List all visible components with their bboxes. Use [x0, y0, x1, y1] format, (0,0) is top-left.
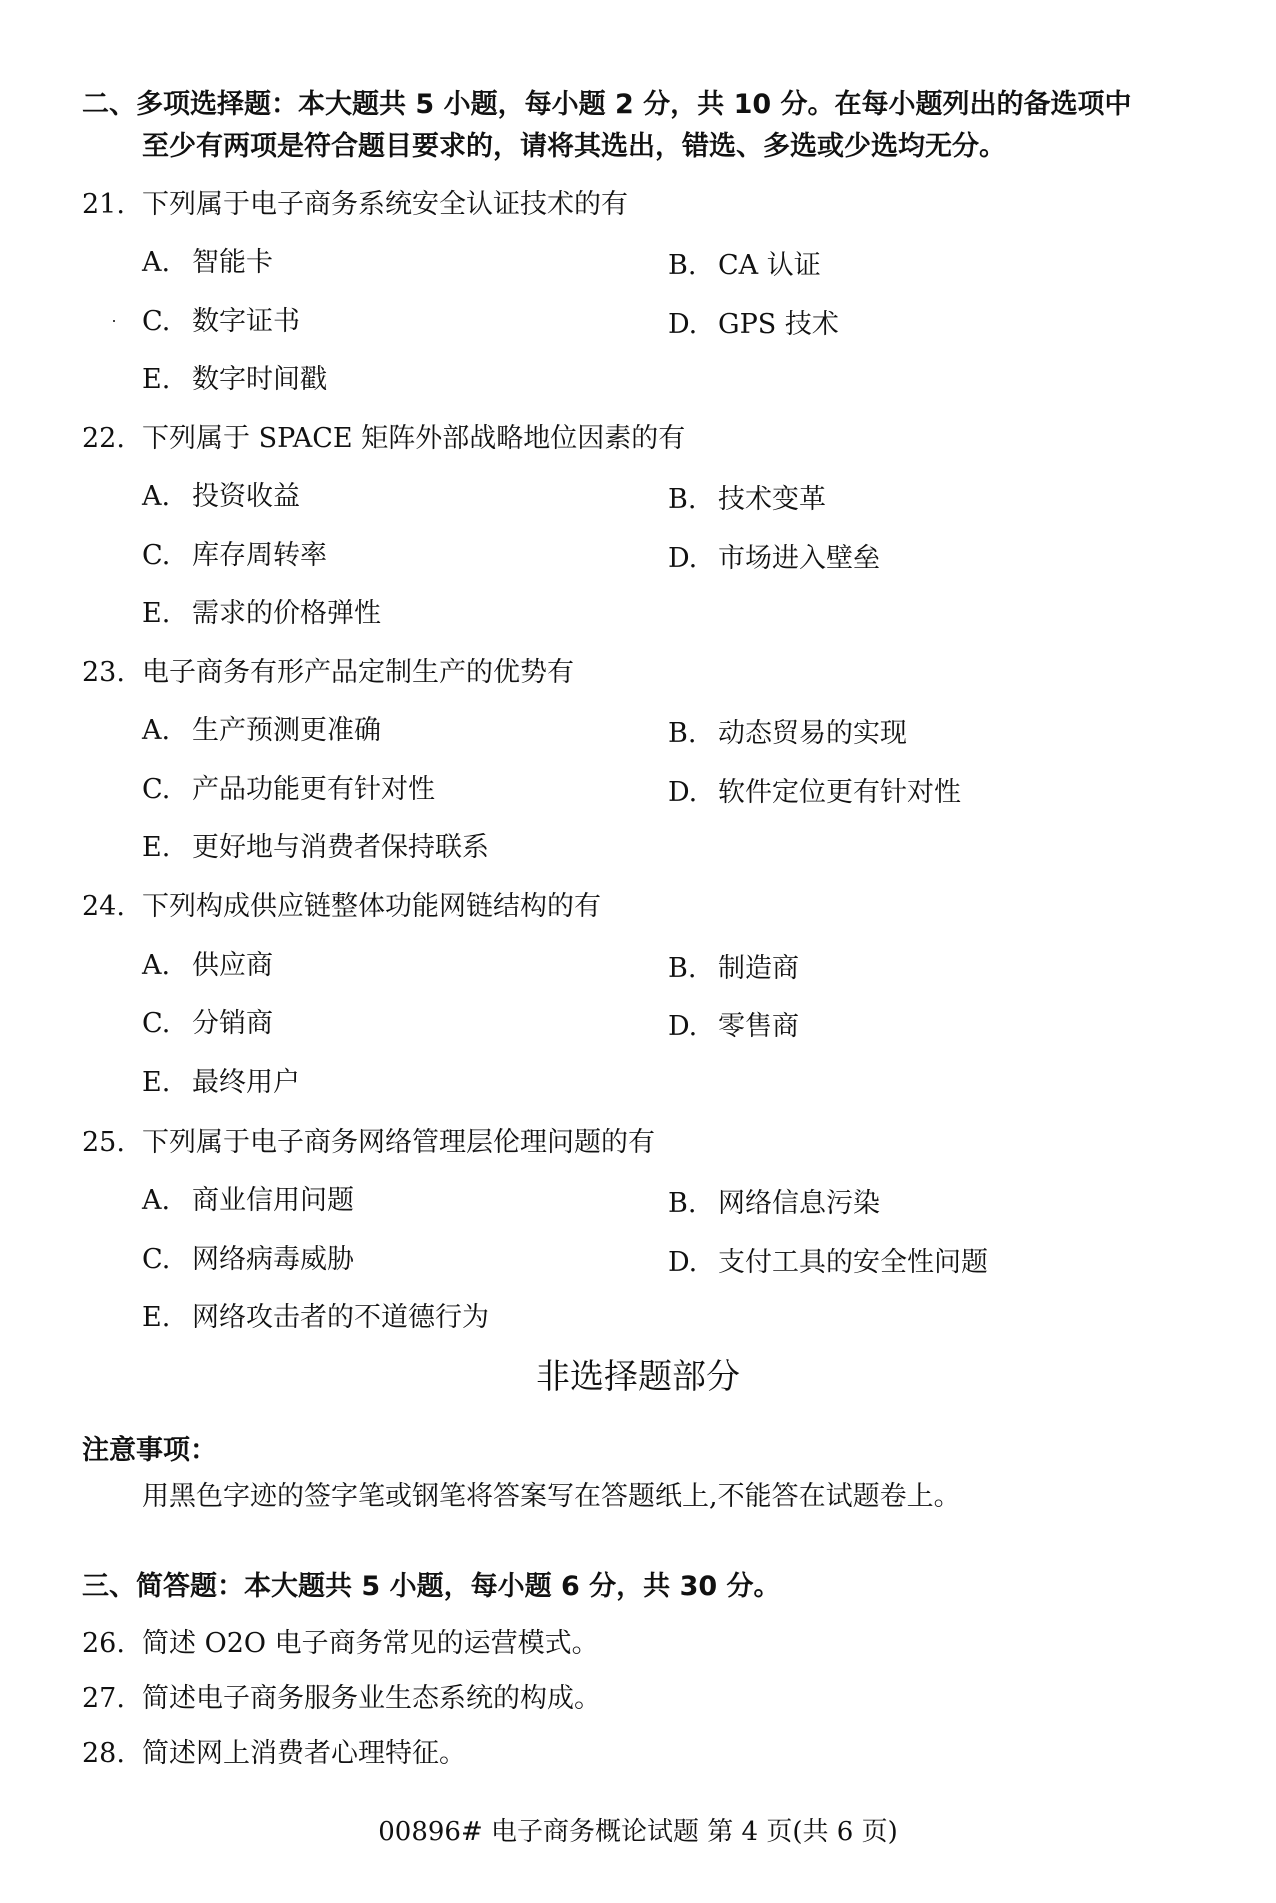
option-text: 供应商	[192, 950, 273, 981]
option-letter: B.	[668, 1188, 697, 1219]
option-text: 商业信用问题	[192, 1185, 354, 1216]
option-text: 生产预测更准确	[192, 715, 381, 746]
option-text: 产品功能更有针对性	[192, 774, 435, 805]
option-text: 技术变革	[718, 484, 826, 515]
option-letter: D.	[668, 777, 698, 808]
option-letter: E.	[142, 598, 171, 629]
option-text: 投资收益	[192, 481, 300, 512]
option-24-c	[142, 1007, 273, 1041]
question-22	[82, 422, 685, 456]
section2-heading-line2: 至少有两项是符合题目要求的，请将其选出，错选、多选或少选均无分。	[142, 131, 1006, 162]
option-letter: E.	[142, 364, 171, 395]
option-21-b	[668, 249, 821, 283]
question-number: 25.	[82, 1127, 125, 1158]
option-text: 零售商	[718, 1011, 799, 1042]
question-number: 21.	[82, 189, 125, 220]
option-letter: D.	[668, 1011, 698, 1042]
option-letter: D.	[668, 309, 698, 340]
option-25-e	[142, 1301, 489, 1335]
option-text: 库存周转率	[192, 540, 327, 571]
option-22-e	[142, 597, 381, 631]
question-21	[82, 188, 628, 222]
option-24-b	[668, 952, 799, 986]
option-21-a	[142, 246, 273, 280]
page-footer: 00896# 电子商务概论试题 第 4 页(共 6 页)	[378, 1817, 898, 1847]
option-letter: A.	[142, 950, 171, 981]
option-letter: A.	[142, 247, 171, 278]
option-letter: A.	[142, 1185, 171, 1216]
question-27	[82, 1682, 601, 1716]
question-text: 下列属于电子商务系统安全认证技术的有	[142, 189, 628, 220]
option-text: 数字时间戳	[192, 364, 327, 395]
option-text: 支付工具的安全性问题	[718, 1247, 988, 1278]
option-22-b	[668, 483, 826, 517]
option-24-e	[142, 1066, 300, 1100]
question-text: 简述网上消费者心理特征。	[142, 1738, 466, 1769]
option-text: 数字证书	[192, 306, 300, 337]
question-number: 22.	[82, 423, 125, 454]
option-25-b	[668, 1187, 880, 1221]
option-letter: B.	[668, 718, 697, 749]
option-letter: E.	[142, 1067, 171, 1098]
option-25-a	[142, 1184, 354, 1218]
option-23-c	[142, 773, 435, 807]
notice-label: 注意事项：	[82, 1435, 217, 1466]
option-text: 软件定位更有针对性	[718, 777, 961, 808]
question-text: 下列构成供应链整体功能网链结构的有	[142, 891, 601, 922]
question-number: 23.	[82, 657, 125, 688]
question-number: 24.	[82, 891, 125, 922]
question-28	[82, 1737, 466, 1771]
option-21-d	[668, 308, 839, 342]
option-letter: C.	[142, 774, 171, 805]
option-21-c	[142, 305, 300, 339]
option-letter: B.	[668, 953, 697, 984]
question-number: 26.	[82, 1628, 125, 1659]
section3-heading: 三、简答题：本大题共 5 小题，每小题 6 分，共 30 分。	[82, 1571, 781, 1602]
question-24	[82, 890, 601, 924]
option-22-d	[668, 542, 880, 576]
question-text: 简述 O2O 电子商务常见的运营模式。	[142, 1628, 599, 1659]
option-letter: A.	[142, 715, 171, 746]
question-text: 下列属于 SPACE 矩阵外部战略地位因素的有	[142, 423, 686, 454]
scan-speck	[113, 320, 115, 322]
question-26	[82, 1627, 599, 1661]
option-24-a	[142, 949, 273, 983]
option-letter: E.	[142, 832, 171, 863]
option-text: 动态贸易的实现	[718, 718, 907, 749]
option-text: 需求的价格弹性	[192, 598, 381, 629]
option-text: GPS 技术	[718, 309, 839, 340]
question-25	[82, 1126, 655, 1160]
option-text: 市场进入壁垒	[718, 543, 880, 574]
option-letter: B.	[668, 484, 697, 515]
question-text: 下列属于电子商务网络管理层伦理问题的有	[142, 1127, 655, 1158]
option-22-a	[142, 480, 300, 514]
option-21-e	[142, 363, 327, 397]
option-text: 最终用户	[192, 1067, 300, 1098]
option-text: 更好地与消费者保持联系	[192, 832, 489, 863]
option-24-d	[668, 1010, 799, 1044]
option-text: 分销商	[192, 1008, 273, 1039]
option-letter: C.	[142, 1008, 171, 1039]
option-23-d	[668, 776, 961, 810]
option-letter: A.	[142, 481, 171, 512]
question-text: 简述电子商务服务业生态系统的构成。	[142, 1683, 601, 1714]
option-text: 网络病毒威胁	[192, 1244, 354, 1275]
option-text: CA 认证	[718, 250, 821, 281]
option-letter: D.	[668, 543, 698, 574]
option-23-e	[142, 831, 489, 865]
option-23-b	[668, 717, 907, 751]
option-letter: D.	[668, 1247, 698, 1278]
notice-text: 用黑色字迹的签字笔或钢笔将答案写在答题纸上,不能答在试题卷上。	[142, 1481, 961, 1512]
question-23	[82, 656, 574, 690]
nonchoice-title: 非选择题部分	[536, 1357, 740, 1397]
option-25-c	[142, 1243, 354, 1277]
option-letter: C.	[142, 306, 171, 337]
option-text: 网络信息污染	[718, 1188, 880, 1219]
question-text: 电子商务有形产品定制生产的优势有	[142, 657, 574, 688]
option-letter: C.	[142, 1244, 171, 1275]
option-letter: E.	[142, 1302, 171, 1333]
question-number: 28.	[82, 1738, 125, 1769]
option-text: 制造商	[718, 953, 799, 984]
option-text: 智能卡	[192, 247, 273, 278]
question-number: 27.	[82, 1683, 125, 1714]
option-text: 网络攻击者的不道德行为	[192, 1302, 489, 1333]
option-letter: C.	[142, 540, 171, 571]
option-23-a	[142, 714, 381, 748]
section2-heading-line1: 二、多项选择题：本大题共 5 小题，每小题 2 分，共 10 分。在每小题列出的备选项中	[82, 89, 1132, 120]
option-letter: B.	[668, 250, 697, 281]
option-25-d	[668, 1246, 988, 1280]
option-22-c	[142, 539, 327, 573]
